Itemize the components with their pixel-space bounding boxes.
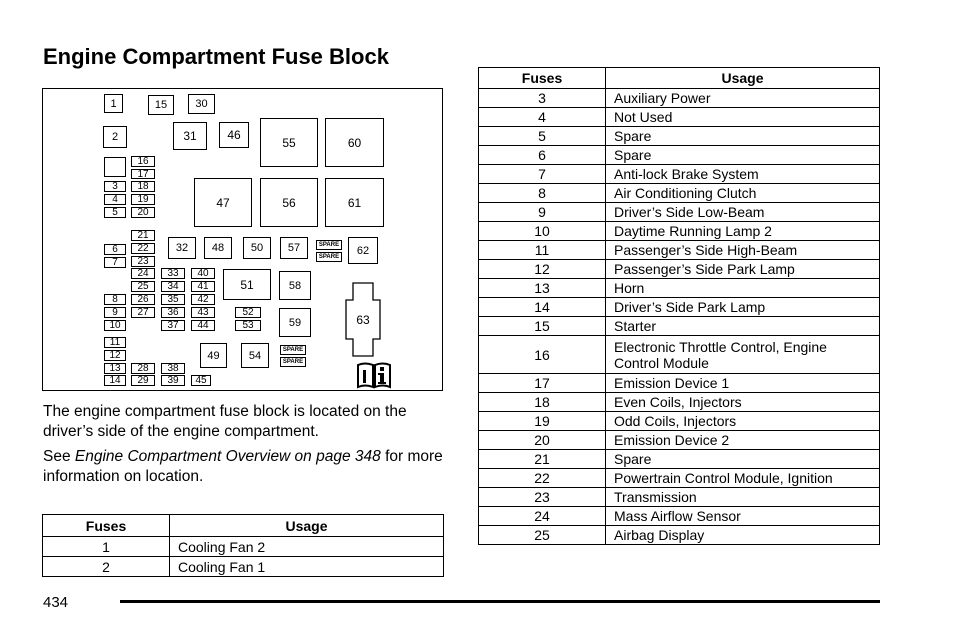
fuse-number-cell: 19 — [479, 412, 606, 431]
table-row — [479, 469, 880, 488]
column-header-fuses: Fuses — [43, 515, 170, 537]
fuse-46: 46 — [219, 122, 249, 148]
fuse-number-cell: 11 — [479, 241, 606, 260]
fuse-44: 44 — [191, 320, 215, 331]
table-row — [479, 450, 880, 469]
fuse-24: 24 — [131, 268, 155, 279]
table-row — [479, 374, 880, 393]
reference-prefix: See — [43, 448, 75, 465]
fuse-number-cell: 8 — [479, 184, 606, 203]
fuse-16: 16 — [131, 156, 155, 167]
fuse-number-cell: 5 — [479, 127, 606, 146]
fuse-usage-cell: Starter — [606, 317, 880, 336]
fuse-41: 41 — [191, 281, 215, 292]
fuse-spare: SPARE — [316, 252, 342, 262]
fuse-38: 38 — [161, 363, 185, 374]
fuse-usage-cell: Not Used — [606, 108, 880, 127]
fuse-usage-cell: Cooling Fan 1 — [170, 557, 444, 577]
page-number: 434 — [43, 594, 69, 611]
fuse-21: 21 — [131, 230, 155, 241]
fuse-usage-cell: Spare — [606, 450, 880, 469]
fuse-number-cell: 18 — [479, 393, 606, 412]
fuse-63-label: 63 — [356, 312, 370, 327]
fuse-usage-cell: Airbag Display — [606, 526, 880, 545]
fuse-block-diagram — [42, 88, 443, 391]
fuse-32: 32 — [168, 237, 196, 259]
fuse-53: 53 — [235, 320, 261, 331]
fuse-13: 13 — [104, 363, 126, 374]
fuse-number-cell: 22 — [479, 469, 606, 488]
fuse-number-cell: 6 — [479, 146, 606, 165]
column-header-usage: Usage — [170, 515, 444, 537]
fuse-47: 47 — [194, 178, 252, 227]
table-row — [479, 526, 880, 545]
fuse-59: 59 — [279, 308, 311, 337]
table-row — [43, 537, 444, 557]
fuse-60: 60 — [325, 118, 384, 167]
table-row — [479, 241, 880, 260]
fuse-usage-cell: Passenger’s Side High-Beam — [606, 241, 880, 260]
fuse-58: 58 — [279, 271, 311, 300]
fuse-usage-cell: Passenger’s Side Park Lamp — [606, 260, 880, 279]
table-row — [479, 279, 880, 298]
fuse-number-cell: 2 — [43, 557, 170, 577]
fuse-19: 19 — [131, 194, 155, 205]
location-paragraph: The engine compartment fuse block is located on the driver’s side of the engine compartment. — [43, 403, 407, 440]
fuse-number-cell: 7 — [479, 165, 606, 184]
fuse-42: 42 — [191, 294, 215, 305]
fuse-31: 31 — [173, 122, 207, 150]
fuse-29: 29 — [131, 375, 155, 386]
fuse-number-cell: 20 — [479, 431, 606, 450]
fuse-usage-cell: Transmission — [606, 488, 880, 507]
column-header-fuses: Fuses — [479, 68, 606, 89]
table-row — [479, 336, 880, 374]
fuse-usage-cell: Horn — [606, 279, 880, 298]
table-row — [479, 165, 880, 184]
table-row — [479, 260, 880, 279]
fuse-number-cell: 12 — [479, 260, 606, 279]
fuse-7: 7 — [104, 257, 126, 268]
fuse-number-cell: 21 — [479, 450, 606, 469]
fuse-35: 35 — [161, 294, 185, 305]
fuse-spare: SPARE — [280, 357, 306, 367]
fuse-56: 56 — [260, 178, 318, 227]
fuse-62: 62 — [348, 237, 378, 264]
fuse-number-cell: 14 — [479, 298, 606, 317]
fuse-number-cell: 4 — [479, 108, 606, 127]
table-row — [479, 127, 880, 146]
table-row — [479, 146, 880, 165]
table-row — [479, 507, 880, 526]
fuse-55: 55 — [260, 118, 318, 167]
fuse-usage-table-right — [478, 67, 880, 545]
fuse-57: 57 — [280, 237, 308, 259]
table-row — [479, 488, 880, 507]
fuse-number-cell: 16 — [479, 336, 606, 374]
table-row — [479, 317, 880, 336]
table-row — [479, 184, 880, 203]
fuse-49: 49 — [200, 343, 227, 368]
reference-paragraph — [43, 447, 443, 487]
fuse-61: 61 — [325, 178, 384, 227]
fuse-20: 20 — [131, 207, 155, 218]
table-row — [479, 393, 880, 412]
fuse-36: 36 — [161, 307, 185, 318]
fuse-usage-cell: Daytime Running Lamp 2 — [606, 222, 880, 241]
fuse-number-cell: 23 — [479, 488, 606, 507]
fuse-12: 12 — [104, 350, 126, 361]
fuse-usage-cell: Anti-lock Brake System — [606, 165, 880, 184]
fuse-17: 17 — [131, 169, 155, 179]
fuse-43: 43 — [191, 307, 215, 318]
fuse-usage-cell: Emission Device 1 — [606, 374, 880, 393]
fuse-usage-cell: Even Coils, Injectors — [606, 393, 880, 412]
column-header-usage: Usage — [606, 68, 880, 89]
fuse-number-cell: 17 — [479, 374, 606, 393]
fuse-4: 4 — [104, 194, 126, 205]
fuse-48: 48 — [204, 237, 232, 259]
table-row — [479, 298, 880, 317]
fuse-number-cell: 1 — [43, 537, 170, 557]
table-row — [479, 431, 880, 450]
page-title: Engine Compartment Fuse Block — [43, 44, 389, 69]
fuse-9: 9 — [104, 307, 126, 318]
fuse-number-cell: 13 — [479, 279, 606, 298]
footer-rule — [120, 600, 880, 603]
fuse-11: 11 — [104, 337, 126, 348]
fuse-52: 52 — [235, 307, 261, 318]
fuse-23: 23 — [131, 256, 155, 267]
fuse-28: 28 — [131, 363, 155, 374]
fuse-3: 3 — [104, 181, 126, 192]
fuse-usage-cell: Driver’s Side Park Lamp — [606, 298, 880, 317]
fuse-8: 8 — [104, 294, 126, 305]
table-row — [43, 557, 444, 577]
fuse-39: 39 — [161, 375, 185, 386]
table-row — [479, 89, 880, 108]
fuse-slot-empty — [104, 157, 126, 177]
fuse-usage-cell: Electronic Throttle Control, Engine Control Module — [606, 336, 880, 374]
fuse-51: 51 — [223, 269, 271, 300]
table-row — [479, 412, 880, 431]
fuse-usage-table-left — [42, 514, 444, 577]
fuse-usage-cell: Air Conditioning Clutch — [606, 184, 880, 203]
fuse-26: 26 — [131, 294, 155, 305]
fuse-14: 14 — [104, 375, 126, 386]
fuse-usage-cell: Spare — [606, 127, 880, 146]
fuse-40: 40 — [191, 268, 215, 279]
fuse-usage-cell: Driver’s Side Low-Beam — [606, 203, 880, 222]
fuse-number-cell: 15 — [479, 317, 606, 336]
fuse-34: 34 — [161, 281, 185, 292]
fuse-2: 2 — [103, 126, 127, 148]
fuse-50: 50 — [243, 237, 271, 259]
fuse-63 — [345, 282, 381, 357]
reference-suffix: for more information on location. — [43, 448, 443, 485]
fuse-spare: SPARE — [280, 345, 306, 355]
fuse-usage-cell: Mass Airflow Sensor — [606, 507, 880, 526]
fuse-usage-cell: Auxiliary Power — [606, 89, 880, 108]
fuse-usage-cell: Spare — [606, 146, 880, 165]
fuse-25: 25 — [131, 281, 155, 292]
table-row — [479, 108, 880, 127]
table-row — [479, 222, 880, 241]
fuse-usage-cell: Emission Device 2 — [606, 431, 880, 450]
owners-manual-info-icon — [356, 361, 392, 389]
fuse-5: 5 — [104, 207, 126, 218]
fuse-usage-cell: Odd Coils, Injectors — [606, 412, 880, 431]
fuse-spare: SPARE — [316, 240, 342, 250]
fuse-54: 54 — [241, 343, 269, 368]
fuse-number-cell: 10 — [479, 222, 606, 241]
fuse-10: 10 — [104, 320, 126, 331]
fuse-number-cell: 3 — [479, 89, 606, 108]
table-row — [479, 203, 880, 222]
fuse-15: 15 — [148, 95, 174, 115]
fuse-27: 27 — [131, 307, 155, 318]
fuse-30: 30 — [188, 94, 215, 114]
fuse-number-cell: 9 — [479, 203, 606, 222]
fuse-number-cell: 25 — [479, 526, 606, 545]
fuse-37: 37 — [161, 320, 185, 331]
fuse-1: 1 — [104, 94, 123, 113]
reference-link[interactable]: Engine Compartment Overview on page 348 — [74, 448, 381, 465]
fuse-18: 18 — [131, 181, 155, 192]
fuse-45: 45 — [191, 375, 211, 386]
fuse-6: 6 — [104, 244, 126, 255]
fuse-usage-cell: Powertrain Control Module, Ignition — [606, 469, 880, 488]
fuse-number-cell: 24 — [479, 507, 606, 526]
fuse-usage-cell: Cooling Fan 2 — [170, 537, 444, 557]
fuse-33: 33 — [161, 268, 185, 279]
fuse-22: 22 — [131, 243, 155, 254]
